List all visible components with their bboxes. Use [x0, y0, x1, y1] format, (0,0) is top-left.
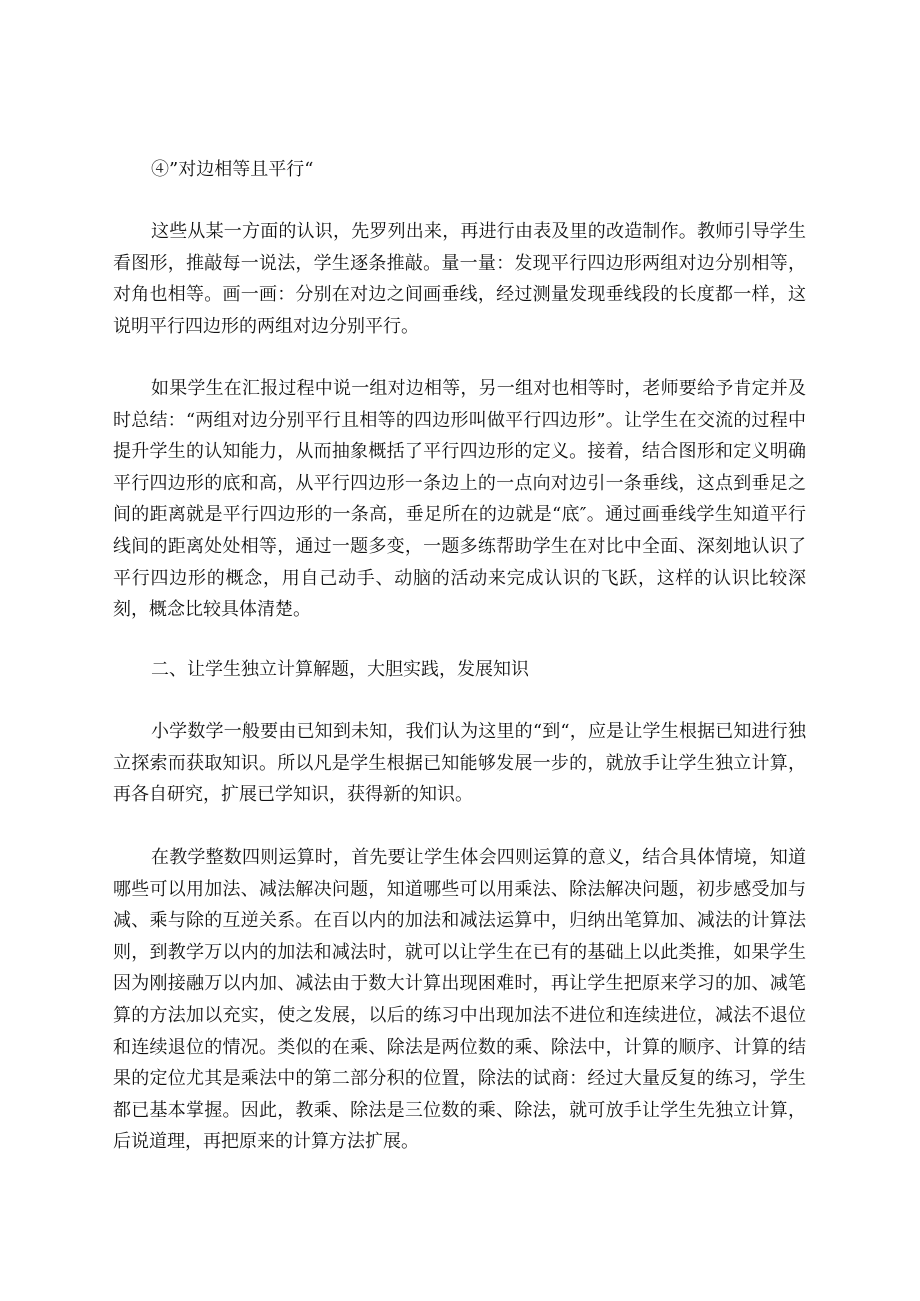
paragraph-definition: 如果学生在汇报过程中说一组对边相等，另一组对也相等时，老师要给予肯定并及时总结：“两组对边分别平行且相等的四边形叫做平行四边形”。让学生在交流的过程中提升学生的认知能力，从而抽象概括了平行四边形的定义。接着，结合图形和定义明确平行四边形的底和高，从平行四边形一条边上的一点向对边引一条垂线，这点到垂足之间的距离就是平行四边形的一条高，垂足所在的边就是“底″。通过画垂线学生知道平行线间的距离处处相等，通过一题多变，一题多练帮助学生在对比中全面、深刻地认识了平行四边形的概念，用自己动手、动脑的活动来完成认识的飞跃，这样的认识比较深刻，概念比较具体清楚。 [113, 378, 806, 621]
paragraph-known-to-unknown: 小学数学一般要由已知到未知，我们认为这里的“到“，应是让学生根据已知进行独立探索而获取知识。所以凡是学生根据已知能够发展一步的，就放手让学生独立计算，再各自研究，扩展已学知识，获得新的知识。 [113, 721, 806, 806]
paragraph-arithmetic: 在教学整数四则运算时，首先要让学生体会四则运算的意义，结合具体情境，知道哪些可以用加法、减法解决问题，知道哪些可以用乘法、除法解决问题，初步感受加与减、乘与除的互逆关系。在百以内的加法和减法运算中，归纳出笔算加、减法的计算法则，到教学万以内的加法和减法时，就可以让学生在已有的基础上以此类推，如果学生因为刚接融万以内加、减法由于数大计算出现困难时，再让学生把原来学习的加、减笔算的方法加以充实，使之发展，以后的练习中出现加法不进位和连续进位，减法不退位和连续退位的情况。类似的在乘、除法是两位数的乘、除法中，计算的顺序、计算的结果的定位尤其是乘法中的第二部分积的位置，除法的试商：经过大量反复的练习，学生都已基本掌握。因此，教乘、除法是三位数的乘、除法，就可放手让学生先独立计算，后说道理，再把原来的计算方法扩展。 [113, 847, 806, 1153]
section-heading: 二、让学生独立计算解题，大胆实践，发展知识 [151, 659, 529, 680]
list-item-heading: ④”对边相等且平行“ [151, 159, 314, 180]
paragraph-observation: 这些从某一方面的认识，先罗列出来，再进行由表及里的改造制作。教师引导学生看图形，推敲每一说法，学生逐条推敲。量一量：发现平行四边形两组对边分别相等，对角也相等。画一画：分别在对边之间画垂线，经过测量发现垂线段的长度都一样，这说明平行四边形的两组对边分别平行。 [113, 221, 806, 337]
